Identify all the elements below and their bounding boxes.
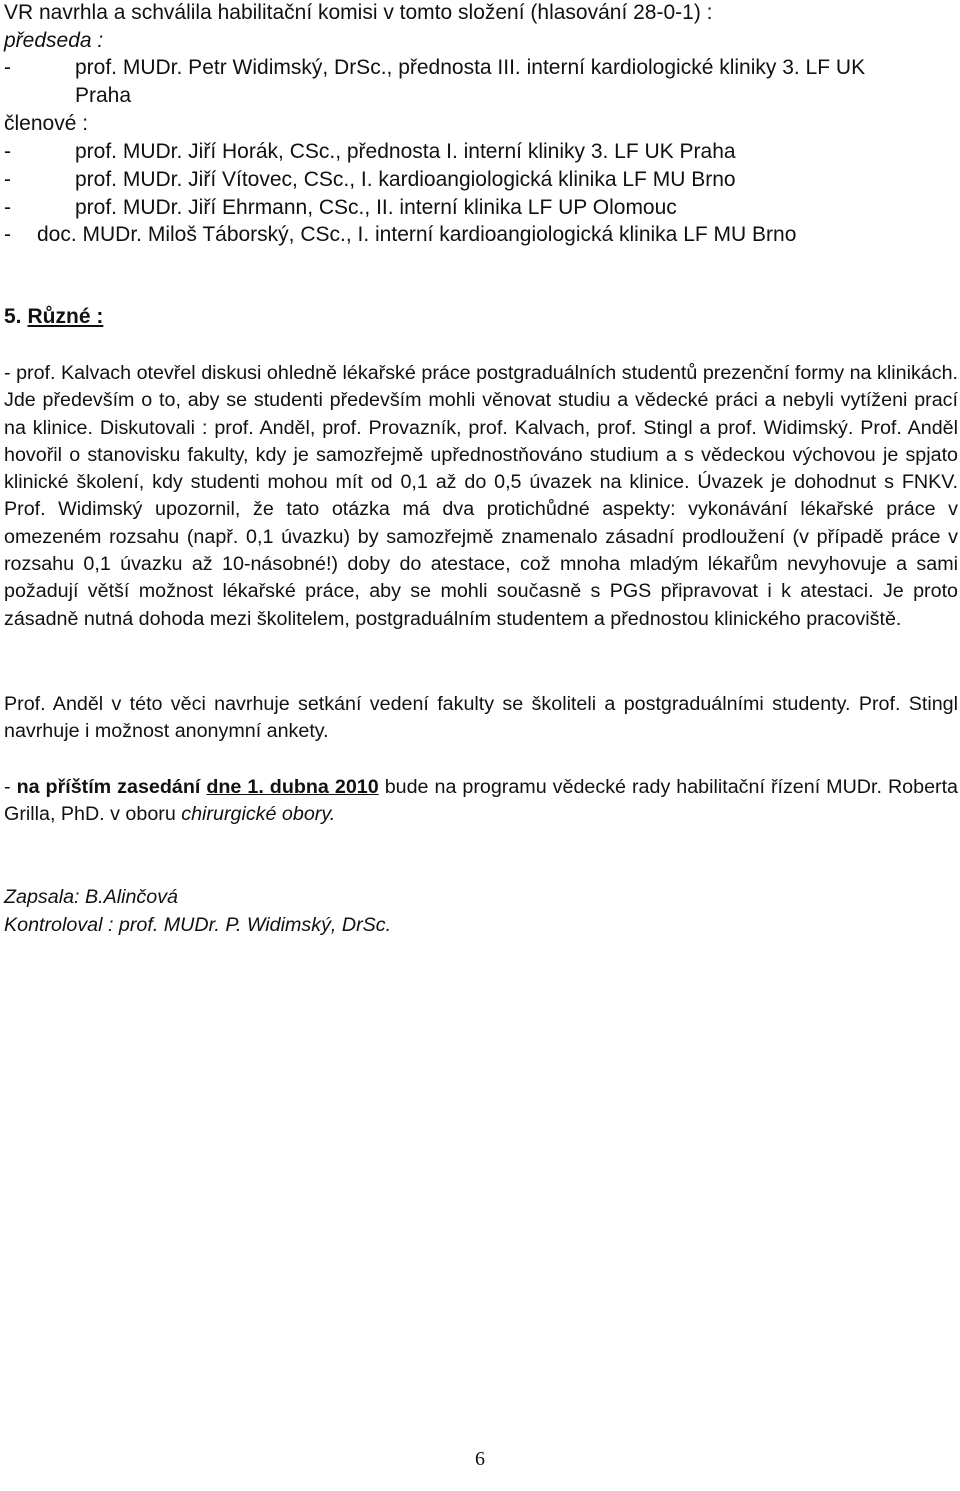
member-name: doc. MUDr. Miloš Táborský, CSc., I. interní kardioangiologická klinika LF MU Brno [37, 223, 797, 246]
list-dash: - [4, 168, 11, 191]
list-dash: - [4, 776, 17, 798]
list-dash: - [4, 196, 11, 219]
list-dash: - [4, 140, 11, 163]
member-item [4, 167, 736, 193]
recorded-by: Zapsala: B.Alinčová [4, 886, 178, 908]
list-dash: - [4, 56, 11, 79]
field-name: chirurgické obory. [181, 803, 336, 826]
members-label: členové : [4, 112, 89, 135]
member-name: prof. MUDr. Jiří Vítovec, CSc., I. kardioangiologická klinika LF MU Brno [75, 168, 736, 191]
meeting-date: dne 1. dubna [206, 776, 329, 798]
discussion-paragraph: - prof. Kalvach otevřel diskusi ohledně lékařské práce postgraduálních studentů prezenční formy na klinikách. Jde především o to, aby se studenti především mohli věnovat studiu a vědecké práci a nebyli vytíženi prací na klinice. Diskutovali : prof. Anděl, prof. Provazník, prof. Kalvach, prof. Stingl a prof. Widimský. Prof. Anděl hovořil o stanovisku fakulty, kdy je samozřejmě upřednostňováno studium a s vědeckou výchovou je spjato klinické školení, kdy studenti mohou mít od 0,1 až do 0,5 úvazek na klinice. Úvazek je dohodnut s FNKV. Prof. Widimský upozornil, že tato otázka má dva protichůdné aspekty: vykonávání lékařské práce v omezeném rozsahu (např. 0,1 úvazku) by samozřejmě znamenalo zásadní prodloužení (v případě práce v rozsahu 0,1 úvazku až 10-násobné!) doby do atestace, což mnoha mladým lékařům nevyhovuje a sami požadují větší možnost lékařské práce, aby se mohli současně s PGS připravovat i k atestaci. Je proto zásadně nutná dohoda mezi školitelem, postgraduálním studentem a přednostou klinického pracoviště. [4, 362, 958, 630]
member-item [4, 139, 736, 165]
list-dash: - [4, 223, 11, 246]
member-item [4, 195, 677, 221]
page-number: 6 [475, 1448, 485, 1470]
next-meeting-text: bude na programu vědecké rady habilitační řízení MUDr. Roberta Grilla, PhD. v oboru [4, 776, 958, 826]
next-meeting-paragraph [4, 774, 958, 829]
chair-line [4, 55, 865, 81]
member-name: prof. MUDr. Jiří Ehrmann, CSc., II. interní klinika LF UP Olomouc [75, 196, 677, 219]
proposal-paragraph: Prof. Anděl v této věci navrhuje setkání vedení fakulty se školiteli a postgraduálními studenty. Prof. Stingl navrhuje i možnost anonymní ankety. [4, 693, 958, 743]
section-heading [4, 304, 103, 330]
section-title: Různé : [27, 305, 104, 328]
next-meeting-label: na příštím zasedání [16, 776, 201, 798]
intro-line: VR navrhla a schválila habilitační komisi v tomto složení (hlasování 28-0-1) : [4, 1, 713, 24]
meeting-year: 2010 [334, 776, 379, 798]
checked-by: Kontroloval : prof. MUDr. P. Widimský, DrSc. [4, 914, 392, 936]
chair-name: prof. MUDr. Petr Widimský, DrSc., přednosta III. interní kardiologické kliniky 3. LF UK [75, 56, 866, 79]
chair-label: předseda : [4, 29, 104, 52]
chair-line-2: Praha [75, 84, 132, 107]
member-name: prof. MUDr. Jiří Horák, CSc., přednosta I. interní kliniky 3. LF UK Praha [75, 140, 736, 163]
member-item [4, 222, 796, 248]
section-number: 5. [4, 305, 22, 328]
